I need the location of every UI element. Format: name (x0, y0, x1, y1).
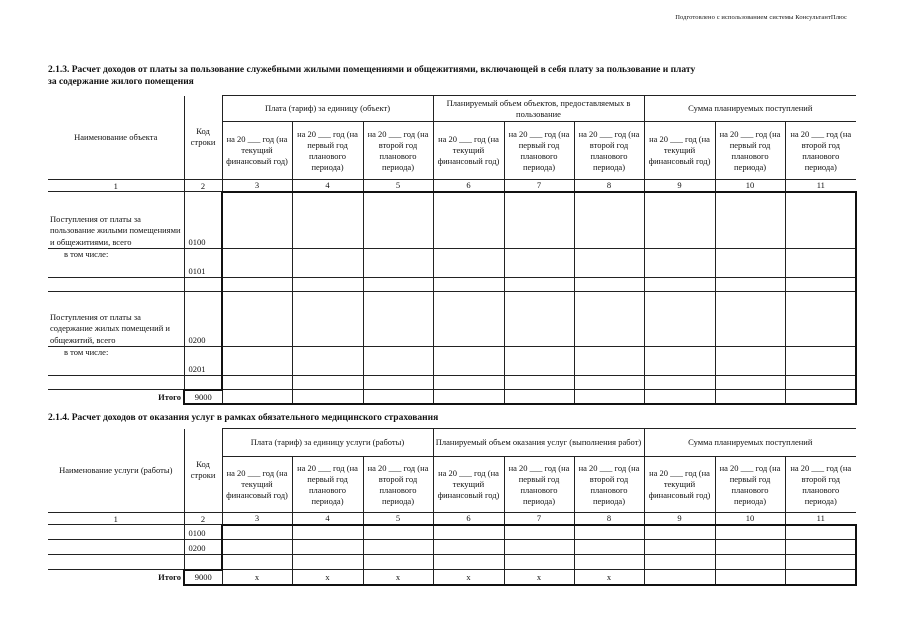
value-cell[interactable] (433, 525, 504, 540)
column-number: 3 (222, 180, 292, 192)
row-label (48, 555, 184, 570)
section-1-title (48, 64, 695, 88)
period-header: на 20 ___ год (на первый год планового периода) (715, 122, 785, 180)
value-cell[interactable] (363, 376, 433, 390)
row-label: Поступления от платы за содержание жилых помещений и общежитий, всего (48, 292, 184, 347)
column-number: 2 (184, 513, 222, 525)
value-cell[interactable] (504, 347, 574, 376)
group-header-volume: Планируемый объем объектов, предоставляемых в пользование (433, 96, 644, 122)
value-cell[interactable] (363, 347, 433, 376)
table-row (48, 249, 856, 278)
period-header: на 20 ___ год (на первый год планового периода) (292, 457, 363, 513)
value-cell[interactable] (644, 347, 715, 376)
value-cell[interactable] (504, 390, 574, 404)
value-cell[interactable] (715, 540, 785, 555)
value-cell[interactable] (363, 249, 433, 278)
col-header-code: Код строки (184, 429, 222, 513)
value-cell[interactable] (785, 555, 856, 570)
row-code (184, 555, 222, 570)
value-cell[interactable] (292, 376, 363, 390)
row-label (48, 525, 184, 540)
value-cell[interactable] (574, 192, 644, 249)
value-cell[interactable] (574, 555, 644, 570)
row-code: 0201 (184, 347, 222, 376)
value-cell[interactable] (292, 555, 363, 570)
not-applicable-mark: x (433, 570, 504, 585)
row-code: 0100 (184, 192, 222, 249)
value-cell[interactable] (292, 192, 363, 249)
value-cell[interactable] (433, 376, 504, 390)
column-number: 5 (363, 513, 433, 525)
value-cell[interactable] (785, 292, 856, 347)
income-table-housing (48, 95, 857, 405)
value-cell[interactable] (504, 540, 574, 555)
period-header: на 20 ___ год (на текущий финансовый год) (222, 457, 292, 513)
value-cell[interactable] (715, 390, 785, 404)
value-cell[interactable] (222, 540, 292, 555)
value-cell[interactable] (222, 347, 292, 376)
table-row (48, 347, 856, 376)
total-row (48, 390, 856, 404)
period-header: на 20 ___ год (на первый год планового периода) (504, 457, 574, 513)
column-number: 7 (504, 513, 574, 525)
value-cell[interactable] (715, 278, 785, 292)
column-number: 7 (504, 180, 574, 192)
value-cell[interactable] (222, 376, 292, 390)
value-cell[interactable] (363, 525, 433, 540)
value-cell[interactable] (363, 540, 433, 555)
column-number: 11 (785, 180, 856, 192)
row-code: 0100 (184, 525, 222, 540)
value-cell[interactable] (574, 292, 644, 347)
value-cell[interactable] (504, 249, 574, 278)
value-cell[interactable] (574, 278, 644, 292)
value-cell[interactable] (644, 278, 715, 292)
value-cell[interactable] (574, 540, 644, 555)
value-cell[interactable] (222, 292, 292, 347)
section-1-title-line-2: за содержание жилого помещения (48, 77, 194, 87)
value-cell[interactable] (715, 192, 785, 249)
value-cell[interactable] (504, 525, 574, 540)
value-cell[interactable] (222, 278, 292, 292)
value-cell[interactable] (363, 555, 433, 570)
period-header: на 20 ___ год (на текущий финансовый год) (644, 457, 715, 513)
total-label: Итого (158, 391, 181, 402)
col-header-name: Наименование услуги (работы) (59, 465, 173, 476)
table-row (48, 555, 856, 570)
value-cell[interactable] (433, 192, 504, 249)
column-number: 1 (48, 180, 184, 192)
value-cell[interactable] (433, 292, 504, 347)
value-cell[interactable] (363, 292, 433, 347)
value-cell[interactable] (785, 278, 856, 292)
value-cell[interactable] (433, 347, 504, 376)
value-cell[interactable] (785, 376, 856, 390)
value-cell[interactable] (785, 390, 856, 404)
period-header: на 20 ___ год (на второй год планового периода) (574, 122, 644, 180)
value-cell[interactable] (363, 278, 433, 292)
not-applicable-mark: x (574, 570, 644, 585)
table-row (48, 192, 856, 249)
total-row (48, 570, 856, 585)
value-cell[interactable] (715, 570, 785, 585)
value-cell[interactable] (644, 292, 715, 347)
row-code: 0101 (184, 249, 222, 278)
column-number: 9 (644, 180, 715, 192)
value-cell[interactable] (574, 525, 644, 540)
column-number: 9 (644, 513, 715, 525)
row-label (48, 540, 184, 555)
value-cell[interactable] (785, 347, 856, 376)
total-code: 9000 (184, 390, 222, 404)
value-cell[interactable] (504, 555, 574, 570)
period-header: на 20 ___ год (на текущий финансовый год) (433, 457, 504, 513)
row-code (184, 376, 222, 390)
total-code: 9000 (184, 570, 222, 585)
value-cell[interactable] (504, 376, 574, 390)
value-cell[interactable] (785, 192, 856, 249)
not-applicable-mark: x (292, 570, 363, 585)
column-number: 8 (574, 513, 644, 525)
value-cell[interactable] (222, 390, 292, 404)
period-header: на 20 ___ год (на второй год планового периода) (785, 122, 856, 180)
section-2-title: 2.1.4. Расчет доходов от оказания услуг в рамках обязательного медицинского страхования (48, 413, 439, 423)
value-cell[interactable] (715, 376, 785, 390)
column-number-row (48, 513, 856, 525)
value-cell[interactable] (222, 525, 292, 540)
col-header-code: Код строки (184, 96, 222, 180)
value-cell[interactable] (292, 390, 363, 404)
value-cell[interactable] (433, 540, 504, 555)
value-cell[interactable] (785, 570, 856, 585)
group-header-sum: Сумма планируемых поступлений (644, 429, 856, 457)
value-cell[interactable] (715, 525, 785, 540)
value-cell[interactable] (785, 540, 856, 555)
period-header: на 20 ___ год (на первый год планового периода) (292, 122, 363, 180)
group-header-tariff: Плата (тариф) за единицу (объект) (222, 96, 433, 122)
column-number: 4 (292, 180, 363, 192)
column-number: 5 (363, 180, 433, 192)
row-label (48, 376, 184, 390)
table-row (48, 278, 856, 292)
value-cell[interactable] (644, 570, 715, 585)
row-label: в том числе: (48, 249, 184, 278)
value-cell[interactable] (433, 278, 504, 292)
column-number: 6 (433, 513, 504, 525)
value-cell[interactable] (574, 390, 644, 404)
value-cell[interactable] (222, 192, 292, 249)
value-cell[interactable] (574, 347, 644, 376)
value-cell[interactable] (292, 347, 363, 376)
value-cell[interactable] (715, 347, 785, 376)
column-number: 11 (785, 513, 856, 525)
column-number: 4 (292, 513, 363, 525)
table-row (48, 525, 856, 540)
group-header-tariff: Плата (тариф) за единицу услуги (работы) (222, 429, 433, 457)
value-cell[interactable] (292, 540, 363, 555)
not-applicable-mark: x (222, 570, 292, 585)
value-cell[interactable] (644, 376, 715, 390)
period-header: на 20 ___ год (на второй год планового периода) (785, 457, 856, 513)
value-cell[interactable] (644, 525, 715, 540)
column-number-row (48, 180, 856, 192)
period-header: на 20 ___ год (на второй год планового периода) (363, 122, 433, 180)
column-number: 1 (48, 513, 184, 525)
row-code: 0200 (184, 540, 222, 555)
value-cell[interactable] (292, 525, 363, 540)
value-cell[interactable] (644, 540, 715, 555)
value-cell[interactable] (644, 555, 715, 570)
value-cell[interactable] (292, 292, 363, 347)
period-header: на 20 ___ год (на первый год планового периода) (715, 457, 785, 513)
value-cell[interactable] (292, 278, 363, 292)
value-cell[interactable] (644, 249, 715, 278)
value-cell[interactable] (433, 390, 504, 404)
period-header: на 20 ___ год (на текущий финансовый год) (433, 122, 504, 180)
value-cell[interactable] (574, 376, 644, 390)
period-header: на 20 ___ год (на текущий финансовый год) (222, 122, 292, 180)
col-header-name: Наименование объекта (74, 132, 158, 143)
value-cell[interactable] (785, 525, 856, 540)
value-cell[interactable] (363, 390, 433, 404)
not-applicable-mark: x (504, 570, 574, 585)
group-header-volume: Планируемый объем оказания услуг (выполнения работ) (433, 429, 644, 457)
header-note: Подготовлено с использованием системы КонсультантПлюс (675, 14, 847, 21)
period-header: на 20 ___ год (на первый год планового периода) (504, 122, 574, 180)
value-cell[interactable] (222, 555, 292, 570)
row-code (184, 278, 222, 292)
column-number: 6 (433, 180, 504, 192)
column-number: 8 (574, 180, 644, 192)
group-header-sum: Сумма планируемых поступлений (644, 96, 856, 122)
value-cell[interactable] (504, 192, 574, 249)
table-row (48, 540, 856, 555)
value-cell[interactable] (504, 292, 574, 347)
row-label: Поступления от платы за пользование жилыми помещениями и общежитиями, всего (48, 192, 184, 249)
section-1-title-line-1: 2.1.3. Расчет доходов от платы за пользование служебными жилыми помещениями и общежитиями, включающей в себя плату за пользование и плату (48, 65, 696, 75)
value-cell[interactable] (715, 292, 785, 347)
row-label (48, 278, 184, 292)
income-table-oms (48, 428, 857, 586)
row-code: 0200 (184, 292, 222, 347)
value-cell[interactable] (574, 249, 644, 278)
column-number: 10 (715, 180, 785, 192)
value-cell[interactable] (504, 278, 574, 292)
column-number: 3 (222, 513, 292, 525)
table-row (48, 292, 856, 347)
value-cell[interactable] (363, 192, 433, 249)
value-cell[interactable] (222, 249, 292, 278)
not-applicable-mark: x (363, 570, 433, 585)
row-label: в том числе: (48, 347, 184, 376)
value-cell[interactable] (644, 192, 715, 249)
value-cell[interactable] (292, 249, 363, 278)
value-cell[interactable] (433, 555, 504, 570)
period-header: на 20 ___ год (на текущий финансовый год) (644, 122, 715, 180)
value-cell[interactable] (715, 555, 785, 570)
value-cell[interactable] (644, 390, 715, 404)
value-cell[interactable] (433, 249, 504, 278)
total-label: Итого (158, 572, 181, 583)
column-number: 2 (184, 180, 222, 192)
period-header: на 20 ___ год (на второй год планового периода) (363, 457, 433, 513)
table-row (48, 376, 856, 390)
value-cell[interactable] (715, 249, 785, 278)
value-cell[interactable] (785, 249, 856, 278)
period-header: на 20 ___ год (на второй год планового периода) (574, 457, 644, 513)
column-number: 10 (715, 513, 785, 525)
